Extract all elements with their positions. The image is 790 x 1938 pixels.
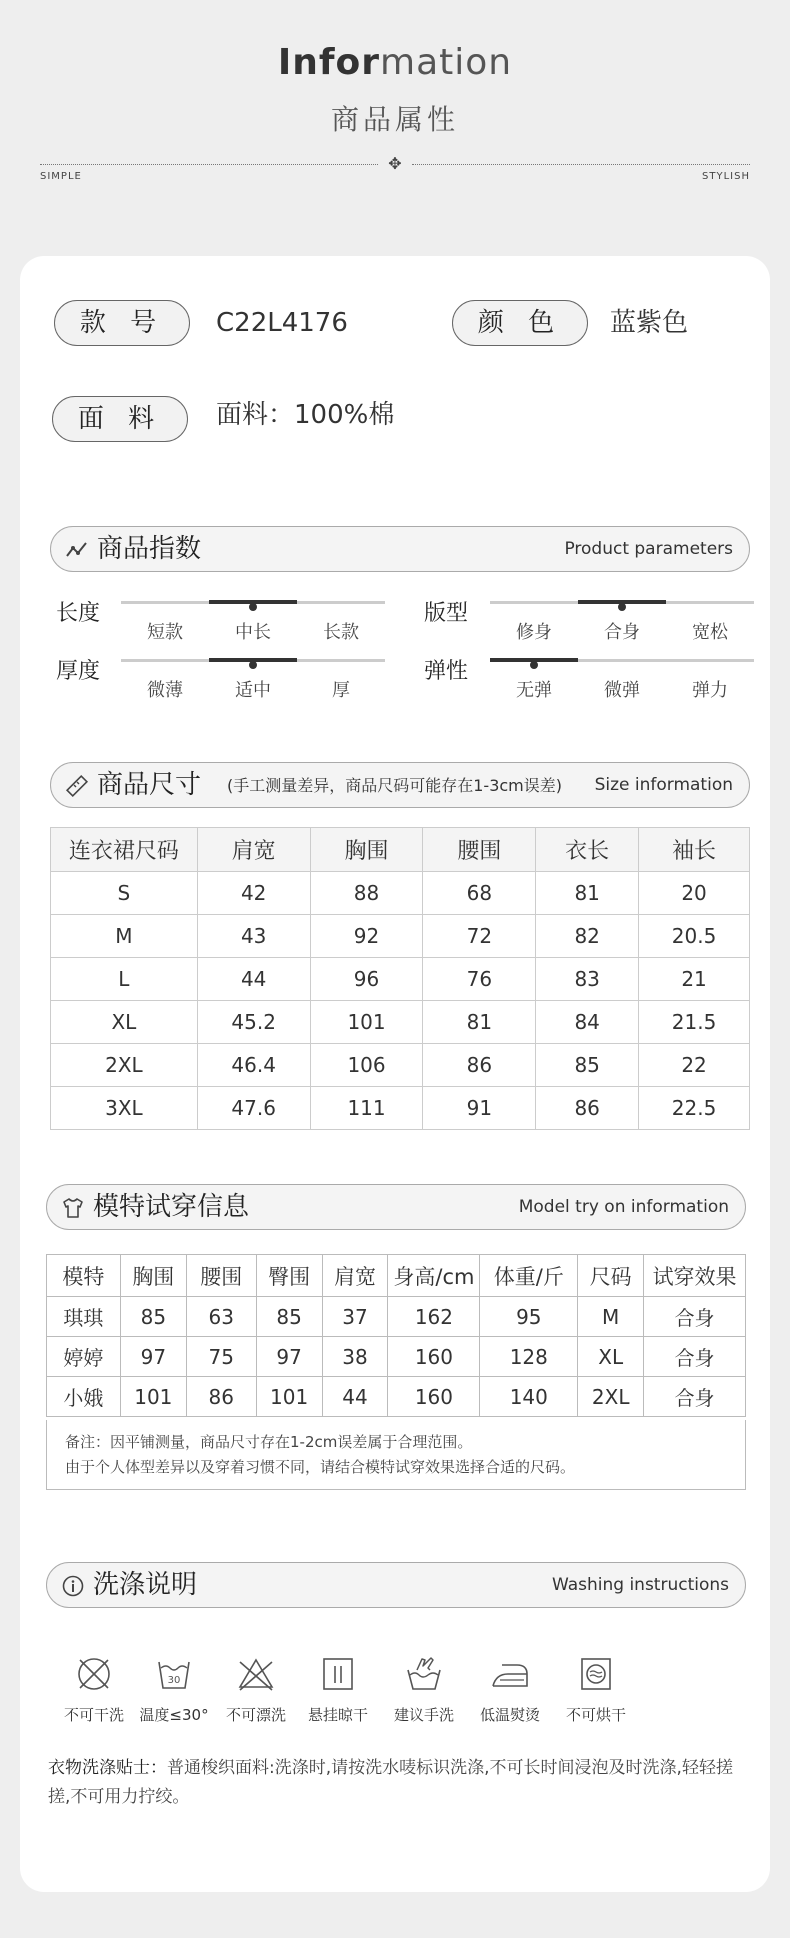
table-cell: 97 — [120, 1337, 186, 1377]
index-label-elasticity: 弹性 — [424, 659, 469, 684]
wash-item-low-iron — [470, 1654, 550, 1725]
wash-item-no-bleach — [216, 1654, 296, 1725]
size-section-en: Size information — [594, 775, 733, 795]
wash-item-no-tumble-dry — [556, 1654, 636, 1725]
table-cell: 38 — [322, 1337, 388, 1377]
index-option: 微薄 — [147, 680, 183, 701]
index-track-fit — [490, 601, 754, 604]
size-section-note: (手工测量差异，商品尺码可能存在1-3cm误差) — [227, 776, 563, 795]
table-cell: 琪琪 — [47, 1297, 121, 1337]
divider-right — [412, 164, 750, 165]
model-section-en: Model try on information — [518, 1197, 729, 1217]
header-subtitle: 商品属性 — [330, 103, 459, 136]
model-note-line2: 由于个人体型差异以及穿着习惯不同，请结合模特试穿效果选择合适的尺码。 — [65, 1458, 576, 1476]
table-cell: 128 — [480, 1337, 578, 1377]
table-cell: M — [51, 915, 198, 958]
model-note-line1: 备注：因平铺测量，商品尺寸存在1-2cm误差属于合理范围。 — [65, 1433, 473, 1451]
table-header-cell: 腰围 — [423, 828, 536, 872]
table-cell: 85 — [256, 1297, 322, 1337]
table-cell: 88 — [310, 872, 423, 915]
table-cell: 47.6 — [197, 1087, 310, 1130]
index-label-length: 长度 — [56, 601, 101, 626]
index-option: 宽松 — [692, 622, 728, 643]
table-cell: 85 — [536, 1044, 639, 1087]
table-cell: 2XL — [51, 1044, 198, 1087]
wash-label: 不可烘干 — [565, 1706, 626, 1724]
table-cell: 95 — [480, 1297, 578, 1337]
table-cell: 101 — [120, 1377, 186, 1417]
table-header-cell: 袖长 — [639, 828, 750, 872]
table-cell: 小娥 — [47, 1377, 121, 1417]
info-icon — [61, 1574, 85, 1598]
table-cell: 92 — [310, 915, 423, 958]
index-option: 厚 — [332, 680, 350, 701]
no-bleach-icon — [236, 1654, 276, 1694]
model-note — [46, 1420, 746, 1490]
table-cell: 162 — [388, 1297, 480, 1337]
tag-simple: SIMPLE — [40, 171, 82, 182]
table-cell: 83 — [536, 958, 639, 1001]
style-no-label: 款 号 — [54, 300, 190, 346]
index-option: 修身 — [516, 622, 552, 643]
index-track-thickness — [121, 659, 385, 662]
index-section-bar — [50, 526, 750, 572]
index-option: 弹力 — [692, 680, 728, 701]
hand-wash-icon — [404, 1654, 444, 1694]
index-option: 中长 — [235, 622, 271, 643]
table-header-cell: 身高/cm — [388, 1255, 480, 1297]
no-dry-clean-icon — [74, 1654, 114, 1694]
table-cell: 21 — [639, 958, 750, 1001]
wash-item-hand-wash — [384, 1654, 464, 1725]
table-header-cell: 体重/斤 — [480, 1255, 578, 1297]
table-cell: XL — [51, 1001, 198, 1044]
table-cell: 82 — [536, 915, 639, 958]
table-cell: 86 — [536, 1087, 639, 1130]
table-header-cell: 肩宽 — [322, 1255, 388, 1297]
table-cell: 81 — [423, 1001, 536, 1044]
fabric-label: 面 料 — [52, 396, 188, 442]
index-option: 短款 — [147, 622, 183, 643]
table-cell: 42 — [197, 872, 310, 915]
wash-label: 建议手洗 — [393, 1706, 454, 1724]
table-cell: 63 — [186, 1297, 256, 1337]
ornament-icon: ✥ — [388, 154, 402, 173]
divider-left — [40, 164, 378, 165]
table-cell: 44 — [322, 1377, 388, 1417]
hang-dry-icon — [318, 1654, 358, 1694]
wash-section-title: 洗涤说明 — [93, 1570, 198, 1600]
table-row — [51, 1044, 750, 1087]
index-track-elasticity — [490, 659, 754, 662]
index-label-thickness: 厚度 — [56, 659, 101, 684]
table-cell: 20 — [639, 872, 750, 915]
table-row — [51, 1001, 750, 1044]
table-cell: L — [51, 958, 198, 1001]
table-cell: 20.5 — [639, 915, 750, 958]
table-cell: 37 — [322, 1297, 388, 1337]
size-table — [50, 827, 750, 1130]
table-header-cell: 尺码 — [578, 1255, 644, 1297]
color-value: 蓝紫色 — [610, 308, 689, 338]
table-cell: M — [578, 1297, 644, 1337]
tag-stylish: STYLISH — [702, 171, 750, 182]
color-label: 颜 色 — [452, 300, 588, 346]
wash-30-icon — [154, 1654, 194, 1694]
table-header-cell: 试穿效果 — [644, 1255, 746, 1297]
index-option: 合身 — [604, 622, 640, 643]
low-iron-icon — [490, 1654, 530, 1694]
table-cell: 22.5 — [639, 1087, 750, 1130]
wash-tip-label: 衣物洗涤贴士： — [48, 1758, 167, 1778]
chart-line-icon — [65, 538, 89, 562]
table-header-cell: 模特 — [47, 1255, 121, 1297]
table-header-row — [47, 1255, 746, 1297]
table-cell: 婷婷 — [47, 1337, 121, 1377]
index-label-fit: 版型 — [424, 601, 469, 626]
table-cell: 合身 — [644, 1297, 746, 1337]
table-cell: 106 — [310, 1044, 423, 1087]
table-cell: 97 — [256, 1337, 322, 1377]
size-section-bar — [50, 762, 750, 808]
table-header-cell: 臀围 — [256, 1255, 322, 1297]
table-cell: 合身 — [644, 1337, 746, 1377]
model-section-bar — [46, 1184, 746, 1230]
table-cell: 43 — [197, 915, 310, 958]
wash-item-hang-dry — [298, 1654, 378, 1725]
index-section-title: 商品指数 — [97, 534, 202, 564]
table-cell: 81 — [536, 872, 639, 915]
table-header-cell: 腰围 — [186, 1255, 256, 1297]
model-section-title: 模特试穿信息 — [93, 1192, 250, 1222]
table-cell: 96 — [310, 958, 423, 1001]
index-option: 适中 — [235, 680, 271, 701]
table-cell: 45.2 — [197, 1001, 310, 1044]
table-cell: 91 — [423, 1087, 536, 1130]
table-row — [51, 958, 750, 1001]
index-option: 无弹 — [516, 680, 552, 701]
style-no-value: C22L4176 — [216, 308, 348, 338]
table-cell: 合身 — [644, 1377, 746, 1417]
table-header-cell: 衣长 — [536, 828, 639, 872]
table-cell: 72 — [423, 915, 536, 958]
table-cell: 2XL — [578, 1377, 644, 1417]
table-cell: 140 — [480, 1377, 578, 1417]
index-option: 微弹 — [604, 680, 640, 701]
wash-label: 低温熨烫 — [479, 1706, 540, 1724]
wash-tip-text: 普通梭织面料:洗涤时,请按洗水唛标识洗涤,不可长时间浸泡及时洗涤,轻轻搓搓,不可用力拧绞。 — [48, 1758, 733, 1807]
no-tumble-dry-icon — [576, 1654, 616, 1694]
table-row — [51, 872, 750, 915]
table-header-cell: 肩宽 — [197, 828, 310, 872]
table-cell: 46.4 — [197, 1044, 310, 1087]
wash-label: 不可干洗 — [63, 1706, 124, 1724]
wash-label: 不可漂洗 — [225, 1706, 286, 1724]
table-row — [47, 1337, 746, 1377]
table-cell: 22 — [639, 1044, 750, 1087]
wash-label: 悬挂晾干 — [307, 1706, 368, 1724]
table-header-cell: 连衣裙尺码 — [51, 828, 198, 872]
table-cell: XL — [578, 1337, 644, 1377]
table-cell: 21.5 — [639, 1001, 750, 1044]
ruler-icon — [65, 774, 89, 798]
table-cell: 86 — [186, 1377, 256, 1417]
table-header-row — [51, 828, 750, 872]
size-section-title: 商品尺寸 — [97, 770, 202, 800]
table-cell: 76 — [423, 958, 536, 1001]
model-table — [46, 1254, 746, 1417]
table-header-cell: 胸围 — [310, 828, 423, 872]
table-row — [51, 1087, 750, 1130]
table-cell: 85 — [120, 1297, 186, 1337]
page-header — [0, 0, 790, 240]
table-cell: 101 — [310, 1001, 423, 1044]
table-row — [47, 1377, 746, 1417]
table-row — [51, 915, 750, 958]
fabric-value: 面料：100%棉 — [216, 400, 395, 430]
svg-text:30: 30 — [167, 1675, 181, 1686]
table-cell: 160 — [388, 1337, 480, 1377]
table-row — [47, 1297, 746, 1337]
wash-item-no-dry-clean — [54, 1654, 134, 1725]
table-cell: 86 — [423, 1044, 536, 1087]
header-title: Information — [277, 42, 513, 83]
wash-tip — [48, 1754, 754, 1812]
index-track-length — [121, 601, 385, 604]
wash-label: 温度≤30° — [139, 1706, 209, 1724]
index-option: 长款 — [323, 622, 359, 643]
wash-section-bar — [46, 1562, 746, 1608]
table-cell: 68 — [423, 872, 536, 915]
table-cell: 3XL — [51, 1087, 198, 1130]
table-cell: S — [51, 872, 198, 915]
wash-section-en: Washing instructions — [551, 1575, 729, 1595]
info-card — [20, 256, 770, 1892]
tshirt-icon — [61, 1196, 85, 1220]
table-cell: 84 — [536, 1001, 639, 1044]
table-cell: 111 — [310, 1087, 423, 1130]
table-cell: 160 — [388, 1377, 480, 1417]
wash-item-wash-30 — [134, 1654, 214, 1725]
index-section-en: Product parameters — [564, 539, 733, 559]
table-cell: 75 — [186, 1337, 256, 1377]
table-header-cell: 胸围 — [120, 1255, 186, 1297]
table-cell: 44 — [197, 958, 310, 1001]
table-cell: 101 — [256, 1377, 322, 1417]
